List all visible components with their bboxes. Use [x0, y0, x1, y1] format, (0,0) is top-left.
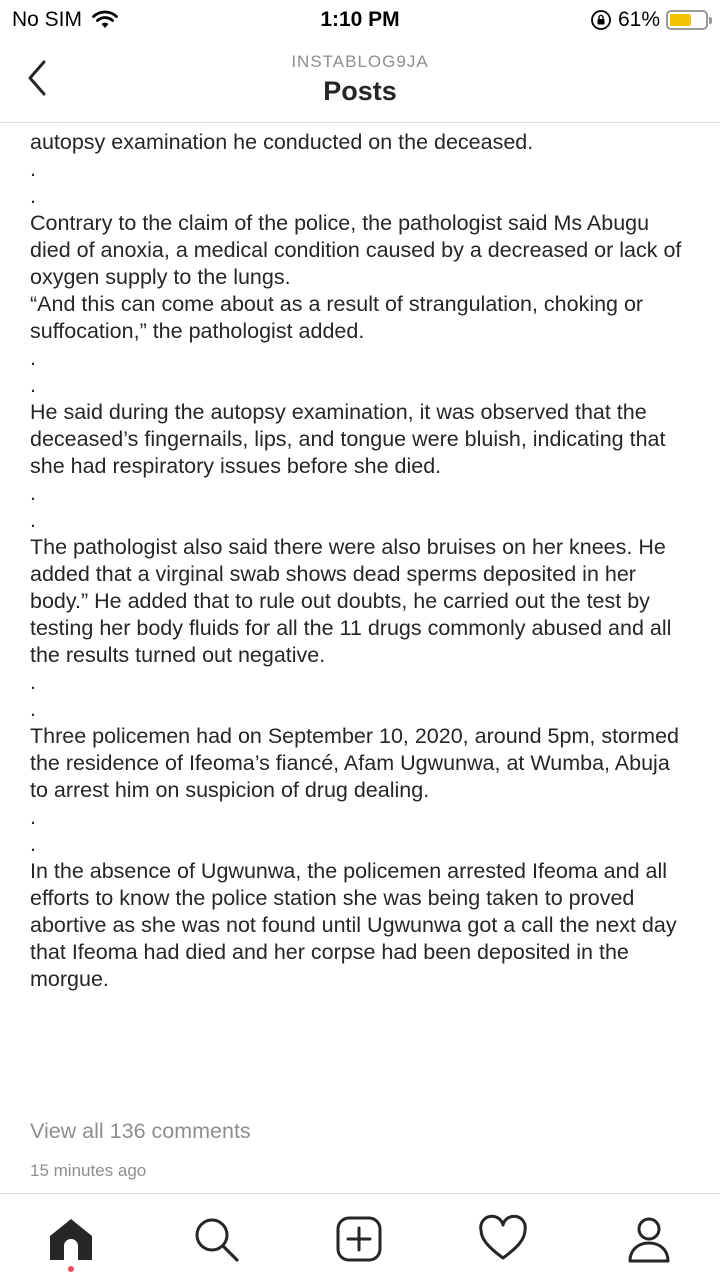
search-icon[interactable] — [191, 1214, 241, 1264]
battery-percent: 61% — [617, 8, 660, 31]
battery-icon — [666, 10, 708, 30]
caption-line: He said during the autopsy examination, it was observed that the deceased’s fingernails, lips, and tongue were bluish, indicating that she had respiratory issues before she died. — [30, 400, 666, 478]
caption-line: The pathologist also said there were also bruises on her knees. He added that a virginal swab shows dead sperms deposited in her body.” He added that to rule out doubts, he carried out the test by testing her body fluids for all the 11 drugs commonly abused and all the results turned out negative. — [30, 535, 672, 667]
status-bar — [0, 0, 720, 40]
page-title: Posts — [323, 76, 397, 106]
caption-line: Contrary to the claim of the police, the pathologist said Ms Abugu died of anoxia, a medical condition caused by a decreased or lack of oxygen supply to the lungs. — [30, 211, 682, 289]
status-time: 1:10 PM — [320, 8, 400, 31]
caption-line: . — [30, 832, 36, 856]
notification-dot — [68, 1266, 74, 1272]
header — [0, 40, 720, 123]
caption-line: . — [30, 184, 36, 208]
account-name: INSTABLOG9JA — [291, 52, 429, 71]
profile-icon[interactable] — [624, 1214, 674, 1264]
caption-line: . — [30, 508, 36, 532]
caption-line: . — [30, 157, 36, 181]
add-post-icon[interactable] — [334, 1214, 384, 1264]
caption-line: In the absence of Ugwunwa, the policemen arrested Ifeoma and all efforts to know the police station she was being taken to proved abortive as she was not found until Ugwunwa got a call the next day that Ifeoma had died and her corpse had been deposited in the morgue. — [30, 859, 677, 991]
caption-line: Three policemen had on September 10, 2020, around 5pm, stormed the residence of Ifeoma’s fiancé, Afam Ugwunwa, at Wumba, Abuja to arrest him on suspicion of drug dealing. — [30, 724, 679, 802]
caption-line: . — [30, 805, 36, 829]
caption-line: . — [30, 373, 36, 397]
rotation-lock-icon — [590, 9, 612, 31]
post-caption — [30, 129, 692, 993]
battery-level — [670, 14, 691, 26]
carrier-label: No SIM — [12, 8, 83, 31]
post-content — [0, 123, 720, 1193]
caption-line: . — [30, 697, 36, 721]
caption-line: . — [30, 346, 36, 370]
post-timestamp: 15 minutes ago — [30, 1161, 147, 1180]
home-icon[interactable] — [46, 1214, 96, 1264]
view-comments-link[interactable]: View all 136 comments — [30, 1119, 251, 1143]
caption-line: . — [30, 670, 36, 694]
caption-line: “And this can come about as a result of strangulation, choking or suffocation,” the pathologist added. — [30, 292, 644, 343]
bottom-nav — [0, 1193, 720, 1281]
caption-line: autopsy examination he conducted on the deceased. — [30, 130, 534, 154]
caption-line: . — [30, 481, 36, 505]
heart-icon[interactable] — [478, 1214, 528, 1264]
status-right — [590, 8, 708, 32]
